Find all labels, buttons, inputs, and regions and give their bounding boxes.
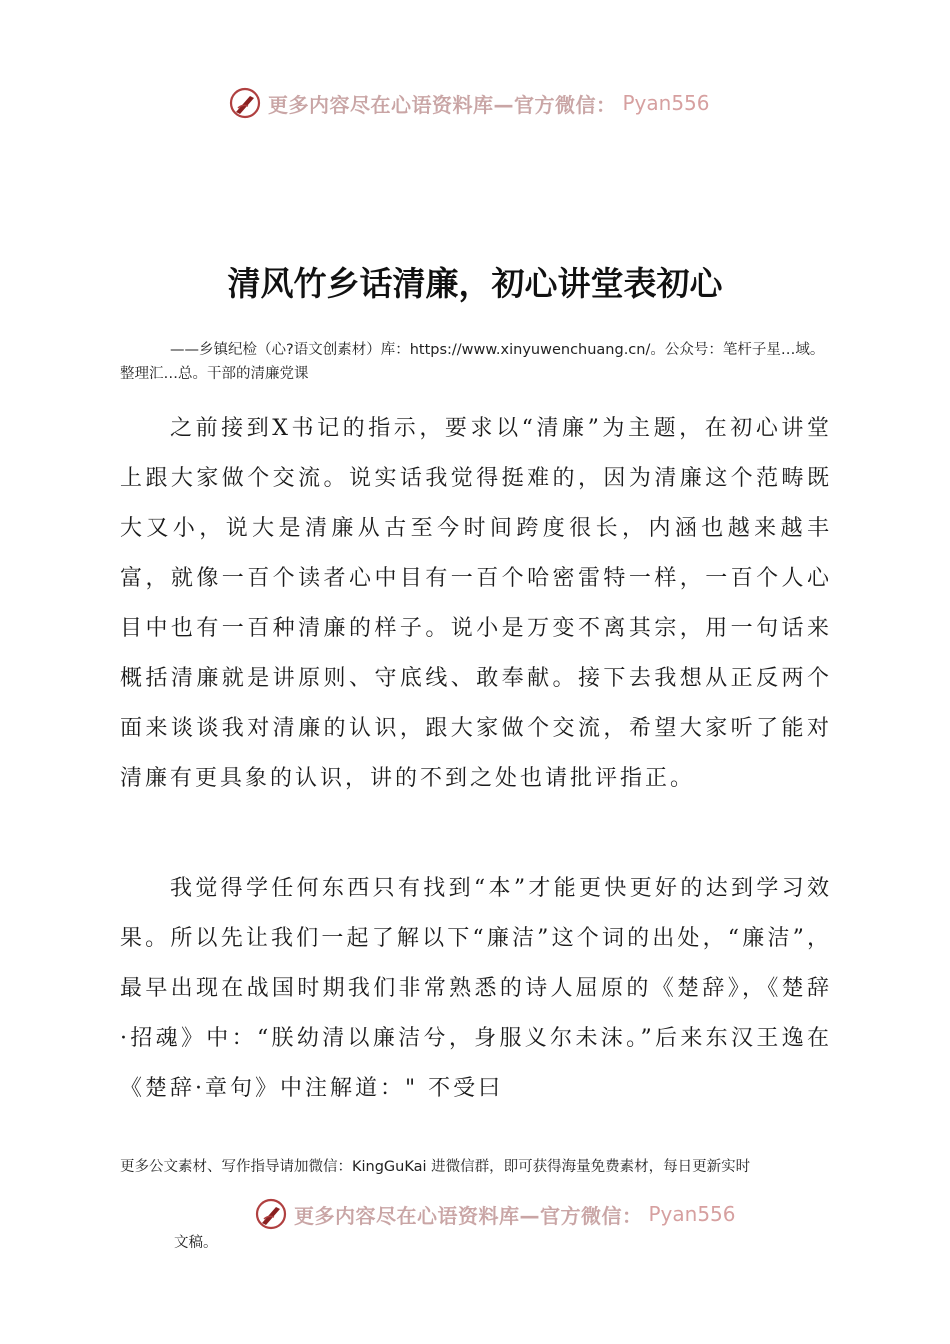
watermark-footer [254, 1197, 736, 1231]
body-paragraph: 之前接到X书记的指示，要求以“清廉”为主题，在初心讲堂上跟大家做个交流。说实话我觉得挺难的，因为清廉这个范畴既大又小，说大是清廉从古至今时间跨度很长，内涵也越来越丰富，就像一百个读者心中目有一百个哈密雷特一样，一百个人心目中也有一百种清廉的样子。说小是万变不离其宗，用一句话来概括清廉就是讲原则、守底线、敢奉献。接下去我想从正反两个面来谈谈我对清廉的认识，跟大家做个交流，希望大家听了能对清廉有更具象的认识，讲的不到之处也请批评指正。 [120, 416, 832, 791]
brush-logo-icon [228, 86, 262, 120]
watermark-handle: Pyan556 [622, 91, 710, 115]
brush-logo-icon [254, 1197, 288, 1231]
watermark-text: 更多内容尽在心语资料库—官方微信： [294, 1203, 643, 1228]
watermark-handle: Pyan556 [648, 1202, 736, 1226]
watermark-header [228, 86, 710, 120]
footer-promo-line: 更多公文素材、写作指导请加微信：KingGuKai 进微信群，即可获得海量免费素材，每日更新实时 [120, 1159, 751, 1175]
body-paragraph: 我觉得学任何东西只有找到“本”才能更快更好的达到学习效果。所以先让我们一起了解以下“廉洁”这个词的出处，“廉洁”，最早出现在战国时期我们非常熟悉的诗人屈原的《楚辞》，《楚辞·招魂》中：“朕幼清以廉洁兮，身服义尔未沫。”后来东汉王逸在《楚辞·章句》中注解道：" 不受曰 [120, 876, 832, 1101]
document-subtitle: ——乡镇纪检（心?语文创素材）库：https://www.xinyuwenchuang.cn/。公众号：笔杆子星…域。整理汇…总。干部的清廉党课 [120, 342, 825, 382]
document-title: 清风竹乡话清廉，初心讲堂表初心 [227, 264, 723, 303]
watermark-text: 更多内容尽在心语资料库—官方微信： [268, 92, 617, 117]
footer-promo-line-end: 文稿。 [174, 1235, 218, 1251]
